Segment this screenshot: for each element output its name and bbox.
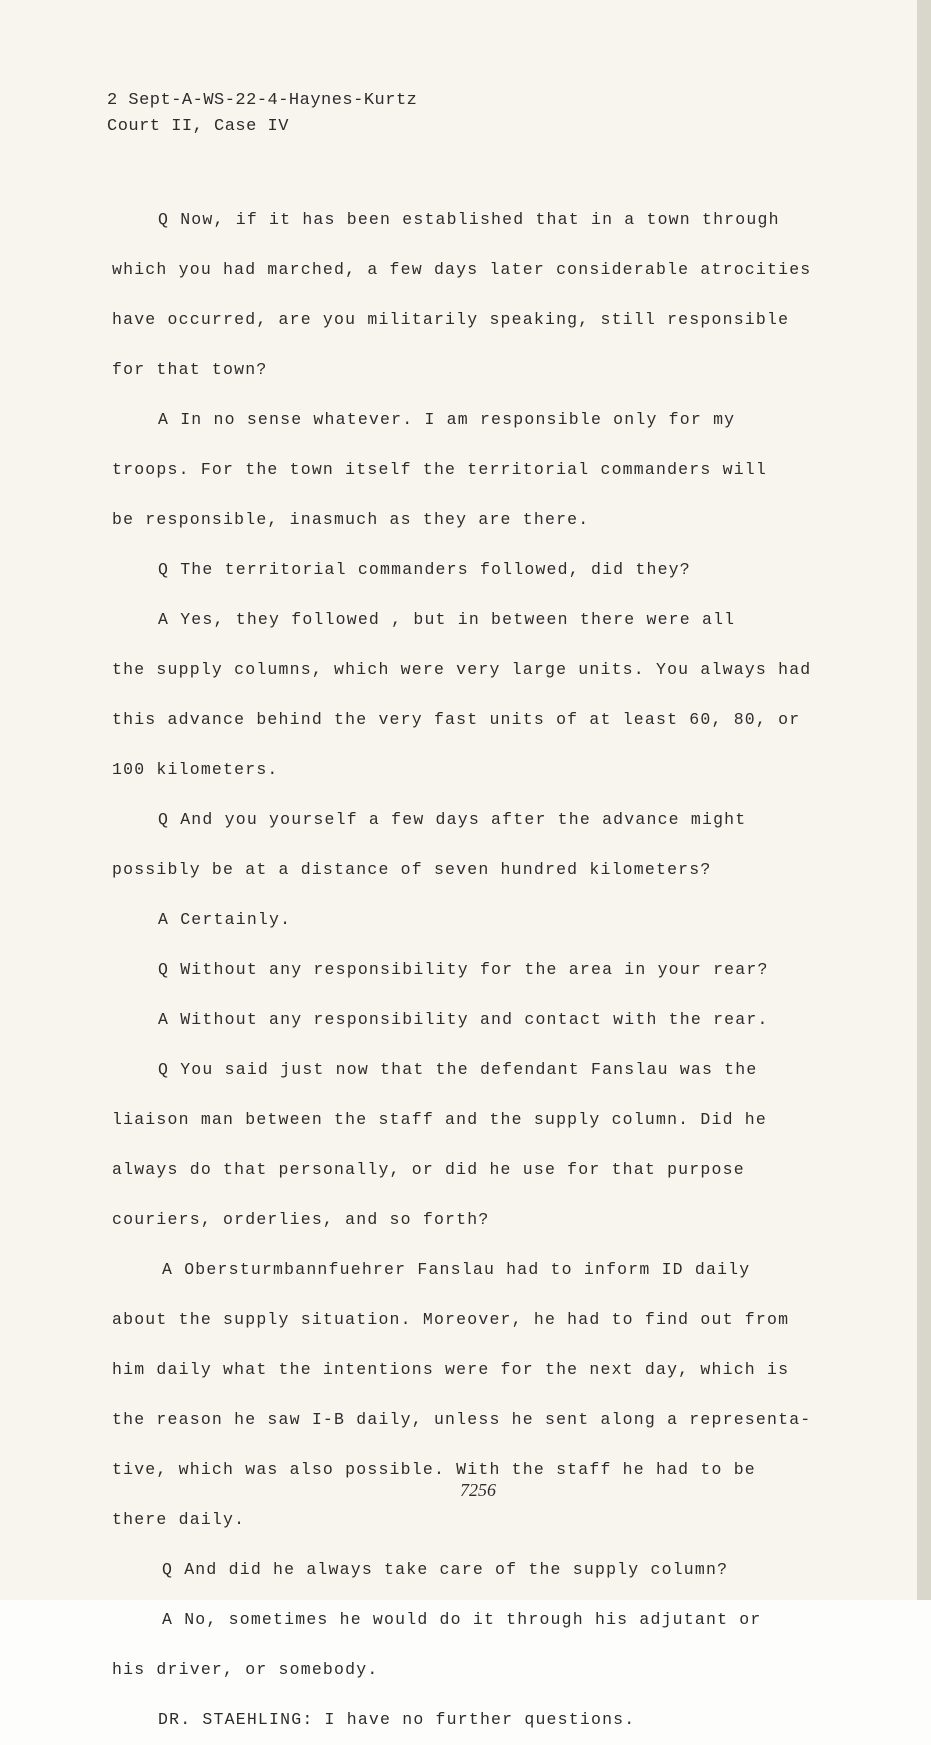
transcript-line: Q And did he always take care of the supply column? (162, 1560, 729, 1579)
transcript-line: the reason he saw I-B daily, unless he sent along a representa- (112, 1410, 812, 1429)
transcript-line: for that town? (112, 360, 268, 379)
transcript-line: Q And you yourself a few days after the advance might (158, 810, 747, 829)
transcript-line: possibly be at a distance of seven hundred kilometers? (112, 860, 712, 879)
transcript-body (112, 195, 812, 1745)
page-number: 7256 (460, 1480, 496, 1500)
transcript-line: couriers, orderlies, and so forth? (112, 1210, 490, 1229)
transcript-line: A No, sometimes he would do it through his adjutant or (162, 1610, 762, 1629)
transcript-line: always do that personally, or did he use for that purpose (112, 1160, 745, 1179)
transcript-line: there daily. (112, 1510, 246, 1529)
transcript-line: Q You said just now that the defendant Fanslau was the (158, 1060, 758, 1079)
transcript-line: Q Now, if it has been established that in a town through (158, 210, 780, 229)
transcript-line: him daily what the intentions were for the next day, which is (112, 1360, 790, 1379)
transcript-line: this advance behind the very fast units of at least 60, 80, or (112, 710, 801, 729)
transcript-line: liaison man between the staff and the supply column. Did he (112, 1110, 767, 1129)
transcript-line: be responsible, inasmuch as they are there. (112, 510, 590, 529)
transcript-line: 100 kilometers. (112, 760, 279, 779)
transcript-line: Q Without any responsibility for the area in your rear? (158, 960, 769, 979)
transcript-line: Q The territorial commanders followed, did they? (158, 560, 691, 579)
transcript-line: A Certainly. (158, 910, 292, 929)
document-header (107, 88, 417, 140)
transcript-line: his driver, or somebody. (112, 1660, 379, 1679)
transcript-line: which you had marched, a few days later considerable atrocities (112, 260, 812, 279)
transcript-line: about the supply situation. Moreover, he had to find out from (112, 1310, 790, 1329)
transcript-line: A Without any responsibility and contact with the rear. (158, 1010, 769, 1029)
header-line-2: Court II, Case IV (107, 117, 289, 136)
transcript-line: A In no sense whatever. I am responsible only for my (158, 410, 736, 429)
transcript-line: troops. For the town itself the territorial commanders will (112, 460, 767, 479)
transcript-line: tive, which was also possible. With the staff he had to be (112, 1460, 756, 1479)
transcript-line: DR. STAEHLING: I have no further questions. (158, 1710, 636, 1729)
transcript-line: the supply columns, which were very large units. You always had (112, 660, 812, 679)
transcript-line: have occurred, are you militarily speaking, still responsible (112, 310, 790, 329)
transcript-line: A Yes, they followed , but in between there were all (158, 610, 736, 629)
header-line-1: 2 Sept-A-WS-22-4-Haynes-Kurtz (107, 91, 418, 110)
transcript-line: A Obersturmbannfuehrer Fanslau had to inform ID daily (162, 1260, 751, 1279)
